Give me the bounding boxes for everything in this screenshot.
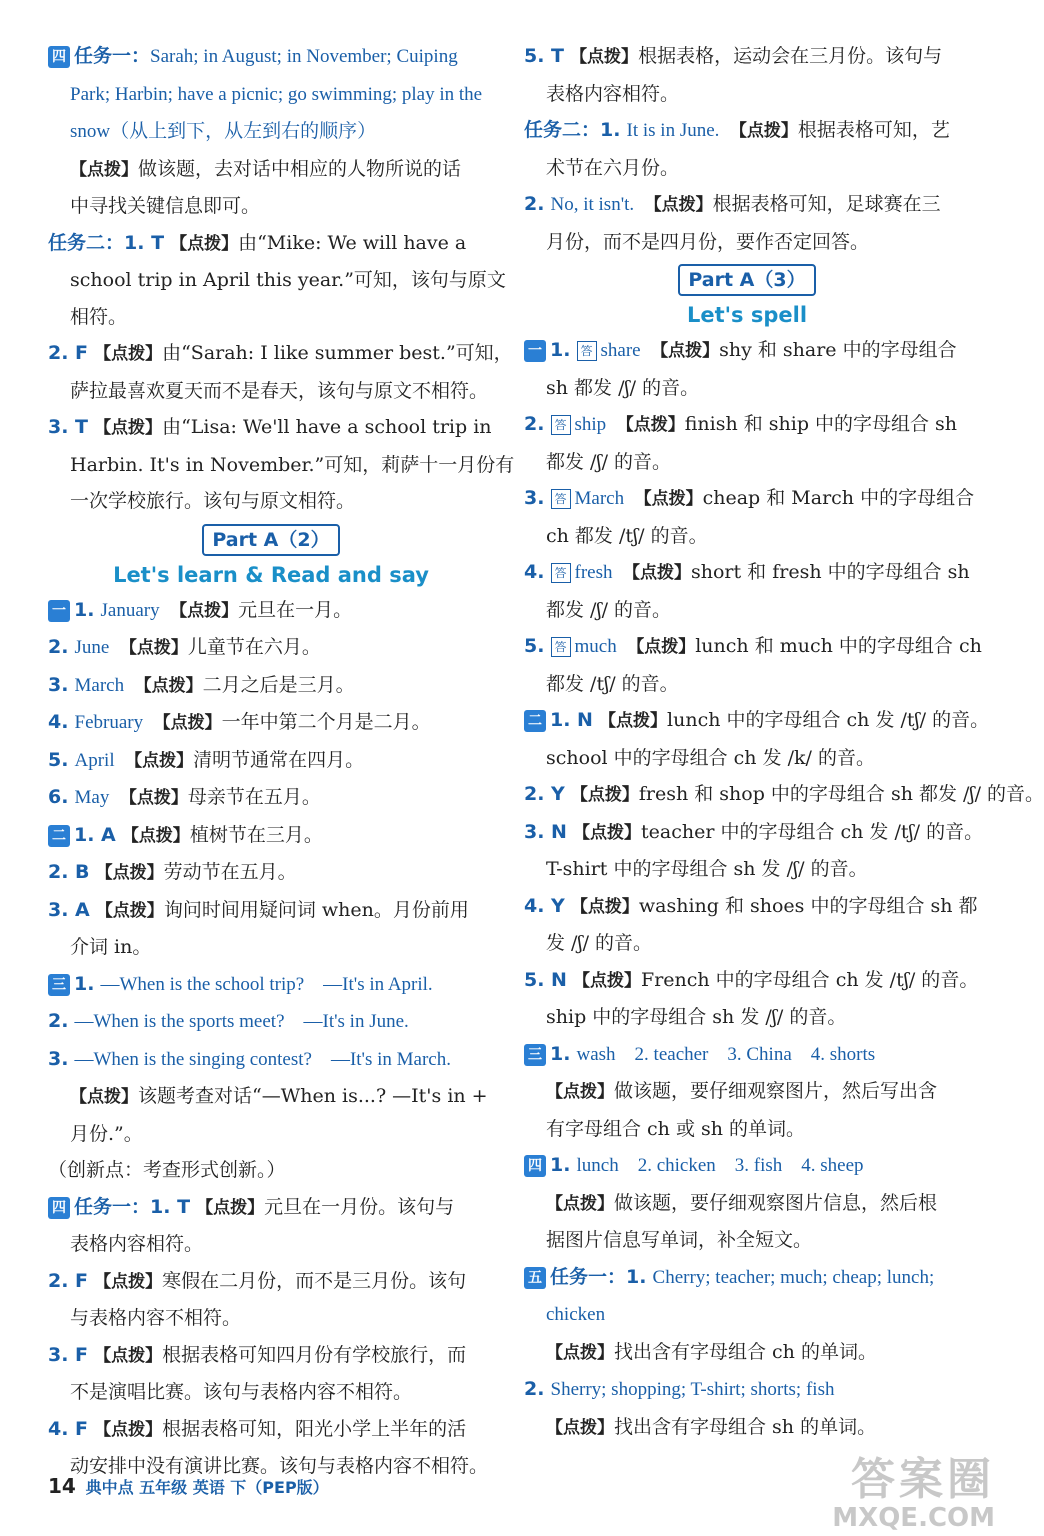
hint-tag: 【点拨】	[162, 713, 222, 733]
hint-tag: 【点拨】	[643, 489, 703, 509]
explanation-text: 月份.”。	[70, 1122, 143, 1145]
explanation-text: ship 中的字母组合 sh 发 /ʃ/ 的音。	[546, 1006, 847, 1028]
question-number-box: 一	[524, 340, 546, 362]
hint-tag: 【点拨】	[143, 675, 203, 696]
question-number-box: 一	[48, 600, 70, 622]
explanation-text: 据图片信息写单词，补全短文。	[546, 1229, 813, 1251]
explanation-text: 询问时间用疑问词 when。月份前用	[163, 898, 469, 921]
answer-line	[48, 1226, 494, 1263]
item-number: 2. B	[48, 861, 90, 883]
hint-tag: 【点拨】	[178, 600, 239, 621]
hint-tag: 【点拨】	[128, 638, 188, 658]
task-label: 任务二：	[48, 231, 125, 254]
page-footer	[48, 1474, 329, 1498]
hint-tag: 【点拨】	[635, 637, 696, 657]
part-title: Part A（3）	[678, 264, 815, 296]
answer-text: —When is the singing contest? —It's in March.	[74, 1048, 451, 1070]
explanation-text: 由“Mike: We will have a	[238, 231, 467, 254]
item-number: 4.	[48, 711, 69, 733]
explanation-text: 表格内容相符。	[70, 1233, 204, 1255]
section-title: Let's spell	[686, 303, 808, 327]
answer-line	[524, 1334, 970, 1372]
answer-text: Cherry; teacher; much; cheap; lunch;	[652, 1266, 935, 1288]
item-number: 2. F	[48, 1269, 89, 1292]
item-number: 3.	[48, 673, 69, 696]
explanation-text: 一年中第二个月是二月。	[221, 711, 431, 733]
answer-line	[524, 628, 982, 666]
answer-line	[524, 224, 970, 261]
item-number: 5.	[524, 635, 545, 657]
answer-text: fresh	[574, 562, 613, 583]
explanation-text: lunch 中的字母组合 ch 发 /tʃ/ 的音。	[667, 709, 990, 731]
explanation-text: 介词 in。	[70, 936, 152, 958]
item-number: 2.	[524, 193, 545, 215]
answer-text: snow（从上到下，从左到右的顺序）	[70, 121, 367, 142]
answer-line	[524, 370, 970, 407]
explanation-text: sh 都发 /ʃ/ 的音。	[546, 376, 700, 399]
answer-line	[524, 1111, 970, 1148]
explanation-text: fresh 和 shop 中的字母组合 sh 都发 /ʃ/ 的音。	[638, 783, 1044, 805]
answer-line	[48, 38, 494, 76]
section-title: Let's learn & Read and say	[113, 562, 429, 587]
page-number: 14	[48, 1474, 76, 1498]
answer-line	[524, 999, 970, 1036]
answer-line	[48, 1041, 494, 1079]
item-number: 3. A	[48, 898, 90, 921]
part-heading	[48, 520, 494, 558]
answer-icon: 答	[551, 489, 571, 509]
answer-line	[524, 1147, 970, 1185]
hint-tag: 【点拨】	[653, 195, 713, 215]
hint-tag: 【点拨】	[94, 344, 163, 364]
watermark-cn: 答案圈	[851, 1454, 995, 1505]
answer-line	[524, 1259, 970, 1297]
hint-tag: 【点拨】	[94, 1345, 163, 1366]
answer-line	[524, 112, 970, 150]
answer-text: Sarah; in August; in November; Cuiping	[150, 46, 458, 67]
answer-line	[48, 335, 513, 373]
explanation-text: 由“Sarah: I like summer best.”可知，	[162, 342, 513, 364]
hint-tag: 【点拨】	[546, 1417, 614, 1438]
answer-line	[524, 444, 970, 481]
question-number-box: 二	[524, 710, 546, 732]
explanation-text: French 中的字母组合 ch 发 /tʃ/ 的音。	[641, 968, 979, 991]
question-number-box: 二	[48, 825, 70, 847]
item-number: 1.	[550, 1042, 571, 1065]
explanation-text: 萨拉最喜欢夏天而不是春天，该句与原文不相符。	[70, 379, 489, 402]
explanation-text: 根据表格，运动会在三月份。该句与	[638, 45, 943, 67]
answer-line	[524, 1409, 970, 1447]
answer-line	[524, 702, 990, 740]
explanation-text: 根据表格可知，艺	[797, 119, 950, 141]
item-number: 4. F	[48, 1417, 89, 1440]
task-label: 任务一：	[74, 45, 151, 67]
answer-text: March	[574, 488, 625, 509]
explanation-text: 寒假在二月份，而不是三月份。该句	[162, 1269, 467, 1292]
answer-line	[524, 406, 970, 444]
explanation-text: 做该题，去对话中相应的人物所说的话	[138, 157, 462, 180]
answer-text: May	[74, 787, 110, 808]
explanation-text: 母亲节在五月。	[187, 786, 321, 808]
item-number: 3. N	[524, 820, 567, 843]
item-number: 5. N	[524, 968, 567, 991]
hint-tag: 【点拨】	[599, 711, 668, 731]
answer-icon: 答	[551, 415, 571, 435]
hint-tag: 【点拨】	[546, 1082, 614, 1102]
hint-tag: 【点拨】	[95, 863, 164, 883]
hint-tag: 【点拨】	[133, 750, 194, 771]
explanation-text: shy 和 share 中的字母组合	[719, 339, 957, 361]
explanation-text: 找出含有字母组合 ch 的单词。	[614, 1340, 877, 1363]
answer-line	[524, 888, 978, 926]
answer-text: lunch 2. chicken 3. fish 4. sheep	[576, 1155, 864, 1176]
answer-line	[48, 629, 494, 667]
explanation-text: 表格内容相符。	[546, 82, 680, 105]
item-number: 1.	[74, 598, 95, 621]
item-number: 3.	[524, 487, 545, 509]
explanation-text: 做该题，要仔细观察图片，然后写出含	[614, 1080, 938, 1102]
hint-tag: 【点拨】	[546, 1193, 614, 1214]
answer-text: ship	[574, 414, 607, 435]
explanation-text: 一次学校旅行。该句与原文相符。	[70, 490, 356, 512]
item-number: 2. Y	[524, 783, 565, 805]
explanation-text: teacher 中的字母组合 ch 发 /tʃ/ 的音。	[641, 820, 984, 843]
answer-line	[524, 150, 970, 187]
item-number: 6.	[48, 786, 69, 808]
explanation-text: 做该题，要仔细观察图片信息，然后根	[614, 1191, 938, 1214]
item-number: 1. A	[74, 823, 116, 846]
answer-line	[48, 188, 494, 225]
answer-line	[524, 925, 970, 962]
answer-line	[48, 1337, 494, 1375]
answer-line	[48, 1374, 494, 1411]
explanation-text: 劳动节在五月。	[163, 861, 297, 883]
explanation-text: 根据表格可知，足球赛在三	[712, 193, 941, 215]
answer-line	[48, 742, 494, 780]
question-number-box: 四	[48, 1197, 70, 1219]
question-number-box: 五	[524, 1267, 546, 1289]
answer-text: Sherry; shopping; T-shirt; shorts; fish	[550, 1379, 835, 1400]
item-number: 4.	[524, 561, 545, 583]
hint-tag: 【点拨】	[570, 896, 639, 917]
explanation-text: cheap 和 March 中的字母组合	[702, 487, 975, 509]
item-number: 3. T	[48, 416, 89, 438]
watermark-logo	[832, 1456, 995, 1532]
explanation-text: 儿童节在六月。	[187, 636, 321, 658]
answer-line	[48, 447, 515, 484]
explanation-text: 根据表格可知四月份有学校旅行，而	[162, 1343, 467, 1366]
answer-line	[48, 1078, 494, 1116]
answer-icon: 答	[551, 637, 571, 657]
answer-text: January	[100, 599, 160, 621]
hint-tag: 【点拨】	[95, 900, 164, 921]
item-number: 3. F	[48, 1343, 89, 1366]
explanation-text: 元旦在一月。	[238, 598, 353, 621]
part-heading	[524, 260, 970, 298]
answer-line	[524, 1222, 970, 1259]
hint-tag: 【点拨】	[631, 563, 691, 583]
task-label: 任务一：	[550, 1265, 627, 1288]
answer-line	[524, 38, 970, 76]
answer-text: share	[600, 340, 641, 361]
explanation-text: lunch 和 much 中的字母组合 ch	[695, 635, 982, 657]
answer-text: February	[74, 712, 144, 733]
answer-text: chicken	[546, 1304, 606, 1325]
hint-tag: 【点拨】	[94, 418, 163, 438]
answer-line	[48, 409, 494, 447]
answer-line	[524, 776, 1044, 814]
hint-tag: 【点拨】	[570, 785, 639, 805]
answer-icon: 答	[551, 563, 571, 583]
item-number: 1. T	[150, 1195, 191, 1218]
answer-line	[48, 1263, 494, 1301]
item-number: 1.	[74, 972, 95, 995]
answer-text: March	[74, 674, 125, 696]
item-number: 4. Y	[524, 894, 565, 917]
item-number: 1. N	[550, 709, 593, 731]
explanation-text: 相符。	[70, 305, 128, 328]
answer-text: It is in June.	[626, 120, 720, 141]
explanation-text: 月份，而不是四月份，要作否定回答。	[546, 230, 870, 253]
answer-line	[524, 554, 970, 592]
item-number: 2.	[48, 636, 69, 658]
answer-line	[48, 76, 494, 114]
explanation-text: 植树节在三月。	[189, 823, 323, 846]
hint-tag: 【点拨】	[573, 822, 642, 843]
item-number: 1.	[626, 1265, 647, 1288]
hint-tag: 【点拨】	[659, 341, 720, 361]
answer-line	[524, 1185, 970, 1223]
question-number-box: 三	[524, 1044, 546, 1066]
answer-line	[48, 854, 494, 892]
explanation-text: 找出含有字母组合 sh 的单词。	[614, 1415, 877, 1438]
explanation-text: ch 都发 /tʃ/ 的音。	[546, 524, 708, 547]
explanation-text: washing 和 shoes 中的字母组合 sh 都	[638, 894, 978, 917]
item-number: 2.	[524, 413, 545, 435]
explanation-text: 根据表格可知，阳光小学上半年的活	[162, 1417, 467, 1440]
item-number: 2.	[524, 1378, 545, 1400]
answer-line	[524, 332, 970, 370]
left-column	[48, 38, 515, 1485]
task-label: 任务一：	[74, 1195, 151, 1218]
explanation-text: 都发 /ʃ/ 的音。	[546, 598, 672, 621]
task-label: 任务二：	[524, 119, 601, 141]
hint-tag: 【点拨】	[738, 121, 798, 141]
answer-line	[524, 76, 970, 113]
explanation-text: （创新点：考查形式创新。）	[48, 1159, 286, 1181]
answer-line	[48, 779, 494, 817]
answer-line	[48, 1003, 494, 1041]
explanation-text: 二月之后是三月。	[202, 673, 355, 696]
answer-line	[48, 966, 494, 1004]
item-number: 1. T	[124, 231, 165, 254]
hint-tag: 【点拨】	[625, 415, 685, 435]
hint-tag: 【点拨】	[121, 825, 190, 846]
answer-text: much	[574, 636, 617, 657]
answer-line	[48, 1411, 494, 1449]
answer-line	[524, 480, 975, 518]
explanation-text: Harbin. It's in November.”可知，莉萨十一月份有	[70, 453, 515, 476]
item-number: 2. F	[48, 342, 89, 364]
book-title: 典中点 五年级 英语 下（PEP版）	[85, 1478, 329, 1497]
hint-tag: 【点拨】	[70, 1087, 138, 1107]
explanation-text: 元旦在一月份。该句与	[264, 1195, 455, 1218]
answer-line	[524, 1371, 970, 1409]
answer-line	[48, 113, 494, 151]
answer-line	[48, 1300, 494, 1337]
explanation-text: 都发 /ʃ/ 的音。	[546, 450, 672, 473]
watermark-en: MXQE.COM	[832, 1503, 995, 1533]
explanation-text: 不是演唱比赛。该句与表格内容不相符。	[70, 1381, 413, 1403]
explanation-text: T-shirt 中的字母组合 sh 发 /ʃ/ 的音。	[546, 858, 868, 880]
explanation-text: 清明节通常在四月。	[193, 748, 365, 771]
hint-tag: 【点拨】	[546, 1342, 614, 1363]
explanation-text: 该题考查对话“—When is...? —It's in +	[138, 1085, 488, 1107]
item-number: 1.	[600, 119, 621, 141]
answer-icon: 答	[577, 341, 597, 361]
explanation-text: school trip in April this year.”可知，该句与原文	[70, 269, 506, 291]
explanation-text: 与表格内容不相符。	[70, 1307, 242, 1329]
explanation-text: 发 /ʃ/ 的音。	[546, 932, 653, 954]
answer-line	[524, 962, 979, 1000]
answer-line	[524, 814, 984, 852]
answer-text: Park; Harbin; have a picnic; go swimming; play in the	[70, 83, 483, 105]
hint-tag: 【点拨】	[573, 970, 642, 991]
answer-text: April	[74, 749, 115, 771]
explanation-text: 由“Lisa: We'll have a school trip in	[162, 416, 492, 438]
question-number-box: 四	[524, 1155, 546, 1177]
answer-line	[524, 518, 970, 555]
answer-line	[48, 373, 494, 410]
part-title: Part A（2）	[202, 524, 339, 556]
hint-tag: 【点拨】	[570, 47, 639, 67]
explanation-text: 有字母组合 ch 或 sh 的单词。	[546, 1117, 806, 1140]
item-number: 3.	[48, 1047, 69, 1070]
answer-line	[524, 1073, 970, 1111]
hint-tag: 【点拨】	[94, 1419, 163, 1440]
explanation-text: 都发 /tʃ/ 的音。	[546, 672, 679, 695]
answer-line	[48, 817, 494, 855]
hint-tag: 【点拨】	[94, 1271, 163, 1292]
answer-line	[48, 704, 494, 742]
hint-tag: 【点拨】	[128, 788, 188, 808]
item-number: 2.	[48, 1010, 69, 1032]
answer-line	[524, 1296, 970, 1334]
answer-line	[48, 151, 494, 189]
answer-line	[48, 299, 494, 336]
answer-line	[48, 1116, 494, 1153]
explanation-text: 中寻找关键信息即可。	[70, 195, 261, 217]
answer-line	[48, 892, 494, 930]
item-number: 5. T	[524, 45, 565, 67]
answer-line	[524, 1036, 970, 1074]
hint-tag: 【点拨】	[170, 233, 239, 254]
answer-line	[524, 186, 970, 224]
answer-line	[524, 740, 970, 777]
explanation-text: finish 和 ship 中的字母组合 sh	[684, 413, 958, 435]
answer-line	[48, 1189, 494, 1227]
item-number: 1.	[550, 1154, 571, 1176]
item-number: 1.	[550, 339, 571, 361]
answer-line	[524, 592, 970, 629]
answer-line	[48, 1152, 494, 1189]
answer-text: —When is the school trip? —It's in April.	[100, 973, 433, 995]
question-number-box: 四	[48, 46, 70, 68]
answer-text: June	[74, 637, 110, 658]
explanation-text: short 和 fresh 中的字母组合 sh	[691, 561, 970, 583]
right-column	[524, 38, 1044, 1446]
answer-line	[48, 667, 494, 705]
explanation-text: 动安排中没有演讲比赛。该句与表格内容不相符。	[70, 1455, 489, 1477]
answer-line	[48, 262, 506, 299]
answer-text: —When is the sports meet? —It's in June.	[74, 1011, 409, 1032]
answer-line	[48, 929, 494, 966]
answer-line	[524, 851, 970, 888]
explanation-text: 术节在六月份。	[546, 156, 680, 179]
question-number-box: 三	[48, 974, 70, 996]
answer-line	[48, 592, 494, 630]
answer-line	[48, 483, 494, 520]
answer-line	[524, 666, 970, 703]
answer-text: No, it isn't.	[550, 194, 635, 215]
hint-tag: 【点拨】	[70, 159, 138, 180]
hint-tag: 【点拨】	[196, 1197, 265, 1218]
answer-line	[48, 225, 494, 263]
explanation-text: school 中的字母组合 ch 发 /k/ 的音。	[546, 746, 875, 769]
item-number: 5.	[48, 748, 69, 771]
answer-text: wash 2. teacher 3. China 4. shorts	[576, 1043, 876, 1065]
